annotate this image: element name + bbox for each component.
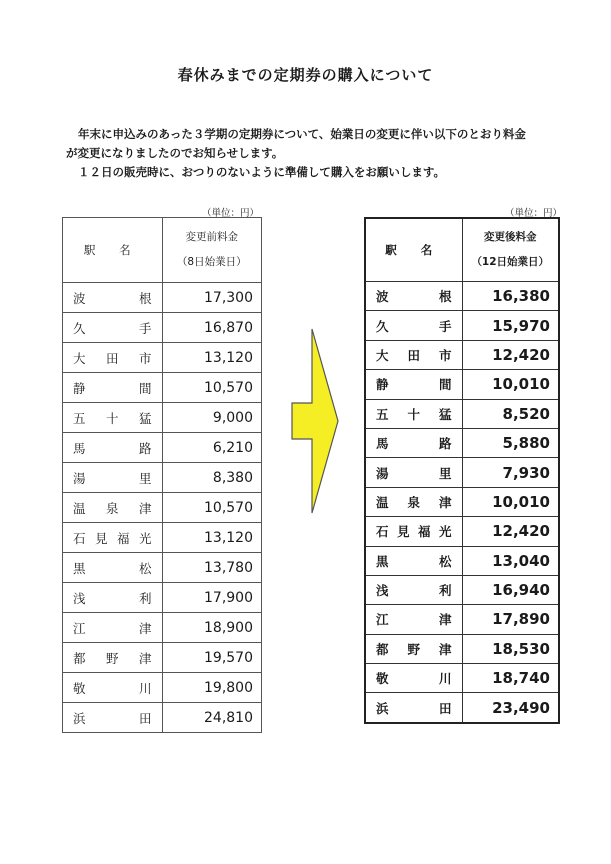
fare-value: 12,420: [462, 517, 559, 546]
station-name-cell: [63, 553, 163, 583]
table-row: [365, 605, 559, 634]
fare-value: 13,040: [462, 546, 559, 575]
station-name-cell: [365, 311, 462, 340]
station-name-cell: [365, 517, 462, 546]
station-name: 湯 里: [73, 470, 152, 486]
station-name: 浅 利: [376, 583, 452, 599]
right-arrow-icon: [290, 328, 340, 514]
intro-line-3: １２日の販売時に、おつりのないように準備して購入をお願いします。: [78, 165, 445, 179]
table-header-row: [63, 218, 262, 283]
station-name: 敬 川: [376, 671, 452, 687]
table-row: [365, 340, 559, 369]
header-station: 駅 名: [365, 218, 462, 282]
table-row: [63, 703, 262, 733]
fare-value: 17,890: [462, 605, 559, 634]
table-row: [63, 583, 262, 613]
unit-label-after: （単位：円）: [505, 208, 563, 219]
header-price: [462, 218, 559, 282]
station-name: 温 泉 津: [73, 500, 152, 516]
fare-value: 18,740: [462, 664, 559, 693]
station-name-cell: [63, 343, 163, 373]
station-name: 都 野 津: [376, 641, 452, 657]
station-name: 波 根: [376, 289, 452, 305]
station-name: 温 泉 津: [376, 494, 452, 510]
table-row: [63, 673, 262, 703]
station-name-cell: [365, 340, 462, 369]
intro-line-2: が変更になりましたのでお知らせします。: [66, 146, 284, 160]
station-name-cell: [365, 399, 462, 428]
station-name: 久 手: [376, 318, 452, 334]
station-name-cell: [365, 664, 462, 693]
station-name: 浜 田: [376, 700, 452, 716]
fare-value: 23,490: [462, 693, 559, 723]
fare-value: 9,000: [162, 403, 262, 433]
station-name-cell: [63, 583, 163, 613]
station-name: 都 野 津: [73, 650, 152, 666]
table-row: [63, 403, 262, 433]
station-name: 久 手: [73, 320, 152, 336]
fare-value: 8,380: [162, 463, 262, 493]
table-row: [63, 523, 262, 553]
station-name-cell: [365, 575, 462, 604]
fare-table-before: [62, 217, 262, 733]
station-name: 敬 川: [73, 680, 152, 696]
table-row: [63, 433, 262, 463]
table-row: [365, 399, 559, 428]
table-row: [365, 282, 559, 311]
station-name: 静 間: [73, 380, 152, 396]
header-price-label: 変更前料金: [185, 231, 238, 243]
table-row: [365, 664, 559, 693]
unit-label-before: （単位：円）: [202, 208, 260, 219]
fare-value: 6,210: [162, 433, 262, 463]
station-name-cell: [365, 282, 462, 311]
station-name: 馬 路: [73, 440, 152, 456]
intro-text: [66, 125, 586, 182]
fare-table-after: [364, 217, 560, 724]
station-name-cell: [63, 283, 163, 313]
header-price-note: （8日始業日）: [176, 256, 247, 268]
table-row: [365, 311, 559, 340]
station-name: 湯 里: [376, 465, 452, 481]
station-name: 大 田 市: [73, 350, 152, 366]
station-name: 黒 松: [73, 560, 152, 576]
table-row: [63, 343, 262, 373]
table-row: [365, 575, 559, 604]
station-name-cell: [63, 313, 163, 343]
table-header-row: [365, 218, 559, 282]
station-name: 石 見 福 光: [376, 524, 452, 540]
fare-value: 12,420: [462, 340, 559, 369]
station-name: 大 田 市: [376, 347, 452, 363]
table-row: [365, 487, 559, 516]
station-name-cell: [63, 493, 163, 523]
header-station: 駅 名: [63, 218, 163, 283]
fare-value: 5,880: [462, 428, 559, 457]
fare-value: 7,930: [462, 458, 559, 487]
station-name: 石 見 福 光: [73, 530, 152, 546]
station-name: 馬 路: [376, 436, 452, 452]
station-name-cell: [63, 643, 163, 673]
table-row: [365, 458, 559, 487]
table-row: [365, 634, 559, 663]
station-name-cell: [365, 458, 462, 487]
table-row: [63, 643, 262, 673]
station-name-cell: [63, 463, 163, 493]
table-row: [63, 283, 262, 313]
station-name-cell: [365, 487, 462, 516]
fare-value: 10,570: [162, 373, 262, 403]
fare-value: 18,900: [162, 613, 262, 643]
fare-value: 8,520: [462, 399, 559, 428]
page-title: 春休みまでの定期券の購入について: [177, 66, 434, 84]
station-name-cell: [365, 605, 462, 634]
fare-value: 13,120: [162, 523, 262, 553]
station-name-cell: [63, 433, 163, 463]
station-name-cell: [365, 370, 462, 399]
table-row: [63, 373, 262, 403]
fare-value: 18,530: [462, 634, 559, 663]
station-name: 五 十 猛: [376, 406, 452, 422]
fare-value: 16,380: [462, 282, 559, 311]
fare-value: 17,300: [162, 283, 262, 313]
header-price: [162, 218, 262, 283]
station-name-cell: [63, 403, 163, 433]
station-name: 波 根: [73, 290, 152, 306]
table-row: [63, 553, 262, 583]
fare-value: 24,810: [162, 703, 262, 733]
fare-value: 10,570: [162, 493, 262, 523]
fare-value: 10,010: [462, 370, 559, 399]
table-row: [63, 313, 262, 343]
station-name: 五 十 猛: [73, 410, 152, 426]
table-row: [365, 428, 559, 457]
station-name-cell: [63, 703, 163, 733]
table-row: [365, 370, 559, 399]
fare-value: 19,800: [162, 673, 262, 703]
station-name-cell: [63, 523, 163, 553]
fare-value: 17,900: [162, 583, 262, 613]
station-name: 江 津: [73, 620, 152, 636]
station-name-cell: [63, 613, 163, 643]
station-name-cell: [365, 693, 462, 723]
station-name: 静 間: [376, 377, 452, 393]
station-name-cell: [63, 373, 163, 403]
table-row: [365, 517, 559, 546]
fare-value: 16,940: [462, 575, 559, 604]
fare-value: 15,970: [462, 311, 559, 340]
table-row: [63, 493, 262, 523]
header-price-note: （12日始業日）: [471, 256, 550, 268]
fare-value: 19,570: [162, 643, 262, 673]
station-name: 江 津: [376, 612, 452, 628]
fare-value: 10,010: [462, 487, 559, 516]
fare-value: 13,120: [162, 343, 262, 373]
table-row: [63, 463, 262, 493]
station-name-cell: [365, 428, 462, 457]
intro-line-1: 年末に申込みのあった３学期の定期券について、始業日の変更に伴い以下のとおり料金: [78, 127, 526, 141]
fare-value: 16,870: [162, 313, 262, 343]
station-name-cell: [63, 673, 163, 703]
table-row: [63, 613, 262, 643]
station-name: 浅 利: [73, 590, 152, 606]
fare-value: 13,780: [162, 553, 262, 583]
station-name: 浜 田: [73, 710, 152, 726]
station-name-cell: [365, 634, 462, 663]
station-name: 黒 松: [376, 553, 452, 569]
header-price-label: 変更後料金: [484, 231, 537, 243]
table-row: [365, 546, 559, 575]
table-row: [365, 693, 559, 723]
station-name-cell: [365, 546, 462, 575]
